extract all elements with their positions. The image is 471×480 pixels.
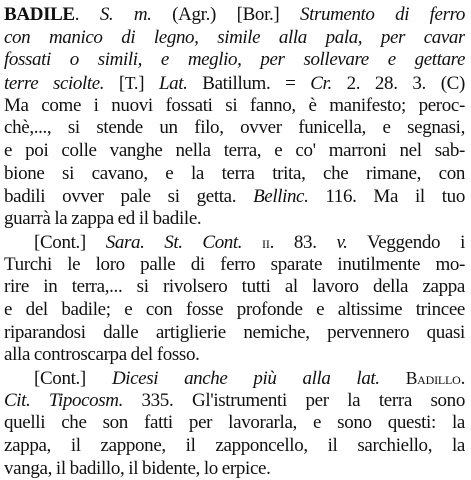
text-run: (Agr.) [Bor.] bbox=[151, 4, 301, 25]
text-run: . 83. bbox=[269, 231, 337, 253]
entry-line bbox=[4, 95, 465, 118]
entry-line bbox=[4, 186, 465, 209]
entry-line bbox=[4, 49, 465, 72]
text-run: badili ovver pale si getta. bbox=[4, 185, 254, 207]
entry-line bbox=[4, 163, 465, 186]
entry-text bbox=[4, 4, 465, 480]
italic-run: Bellinc. bbox=[253, 185, 309, 207]
italic-run: Cit. Tipocosm. bbox=[4, 389, 123, 411]
text-run: chè,..., si stende un filo, ovver funicella, e segnasi, bbox=[4, 117, 465, 139]
text-run bbox=[242, 232, 262, 253]
small-caps-run: T. bbox=[124, 73, 139, 94]
text-run: ] bbox=[138, 73, 159, 95]
italic-run: S. m. bbox=[99, 4, 152, 25]
text-run: riparandosi dalle artiglierie nemiche, pervennero quasi bbox=[4, 321, 465, 343]
text-run: alla controscarpa del fosso. bbox=[4, 344, 200, 366]
text-run: vanga, il badillo, il bidente, lo erpice. bbox=[4, 457, 271, 479]
entry-line bbox=[4, 412, 465, 435]
entry-line bbox=[4, 208, 465, 231]
entry-line bbox=[4, 254, 465, 277]
italic-run: fossati o simili, e meglio, per sollevare e gettare bbox=[4, 49, 465, 71]
text-run: Batillum. = bbox=[187, 73, 311, 95]
text-run: e poi colle vanghe nella terra, e co' marroni nel sab- bbox=[4, 140, 465, 162]
entry-line bbox=[4, 72, 465, 95]
text-run: 335. Gl'istrumenti per la terra sono bbox=[122, 389, 465, 411]
italic-run: Strumento di ferro bbox=[300, 4, 465, 25]
text-run: quelli che son fatti per lavorarla, e sono questi: la bbox=[4, 412, 465, 434]
entry-line bbox=[4, 4, 465, 27]
text-run: [ bbox=[104, 73, 125, 95]
text-run: Veggendo i bbox=[347, 231, 465, 253]
italic-run: terre sciolte. bbox=[4, 73, 105, 95]
italic-run: Dicesi anche più alla lat. bbox=[111, 368, 380, 389]
entry-line bbox=[4, 231, 465, 254]
entry-line bbox=[4, 276, 465, 299]
italic-run: Cr. bbox=[310, 73, 332, 95]
text-run bbox=[380, 368, 406, 389]
entry-line bbox=[4, 140, 465, 163]
text-run: guarrà la zappa ed il badile. bbox=[4, 208, 202, 230]
entry-line bbox=[4, 344, 465, 367]
entry-line bbox=[4, 435, 465, 458]
italic-run: con manico di legno, simile alla pala, per cavar bbox=[4, 26, 465, 48]
entry-line bbox=[4, 117, 465, 140]
headword: BADILE bbox=[4, 4, 75, 25]
entry-line bbox=[4, 367, 465, 390]
italic-run: Lat. bbox=[158, 73, 188, 95]
text-run: 116. Ma il tuo bbox=[308, 185, 465, 207]
entry-line bbox=[4, 390, 465, 413]
small-caps-run: Badillo bbox=[405, 368, 461, 388]
text-run: e del badile; e con fosse profonde e altissime trincee bbox=[4, 298, 465, 320]
text-run: 2. 28. 3. (C) bbox=[331, 73, 465, 95]
italic-run: v. bbox=[336, 231, 348, 253]
text-run: [Cont.] bbox=[34, 231, 106, 253]
text-run: Turchi le loro palle di ferro sparate inutilmente mo- bbox=[4, 253, 465, 275]
small-caps-run: ii bbox=[262, 231, 270, 252]
text-run: bione si cavano, e la terra trita, che rimane, con bbox=[4, 162, 465, 184]
italic-run: Sara. St. Cont. bbox=[105, 231, 243, 253]
entry-line bbox=[4, 458, 465, 480]
entry-line bbox=[4, 299, 465, 322]
text-run: [Cont.] bbox=[34, 368, 112, 389]
entry-line bbox=[4, 27, 465, 50]
text-run: zappa, il zappone, il zapponcello, il sarchiello, la bbox=[4, 435, 465, 457]
entry-line bbox=[4, 322, 465, 345]
text-run: . bbox=[74, 4, 100, 25]
text-run: rire in terra,... si rivolsero tutti al lavoro della zappa bbox=[4, 276, 465, 298]
text-run: . bbox=[460, 368, 465, 389]
text-run: Ma come i nuovi fossati si fanno, è manifesto; peroc- bbox=[4, 94, 465, 116]
